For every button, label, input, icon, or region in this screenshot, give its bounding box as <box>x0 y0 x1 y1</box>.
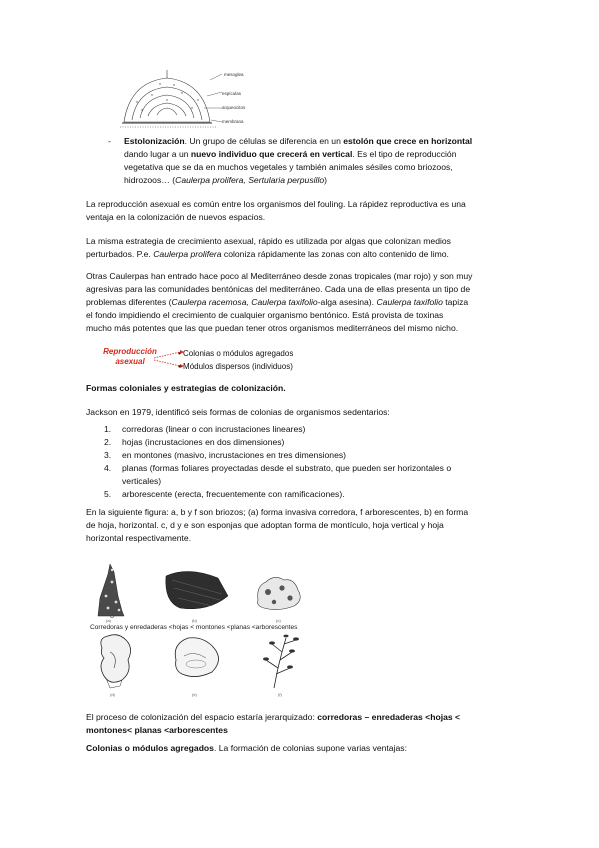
list-item: 2. hojas (incrustaciones en dos dimensiones) <box>104 437 285 447</box>
estolonizacion-paragraph: Estolonización. Un grupo de células se diferencia en un estolón que crece en horizontal dando lugar a un nuevo individuo que crecerá en vertical. Es el tipo de reproducción vegetativa que se da en muchos vegetales y también animales sésiles como briozoos, hidrozoos… (Caulerpa prolifera, Sertularia perpusillo) <box>124 136 473 185</box>
panel-label-e: (e) <box>192 692 197 697</box>
colony-forms-list <box>86 423 516 501</box>
figure-label-arqueocitos: arqueocitos <box>222 105 246 110</box>
diagram-item-dispersos: • Módulos dispersos (individuos) <box>178 362 293 371</box>
panel-a-sketch <box>98 564 124 618</box>
colonies-figure-caption: Corredoras y enredaderas <hojas < montones <planas <arborescentes <box>90 624 298 631</box>
list-item: 3. en montones (masivo, incrustaciones en tres dimensiones) <box>104 450 347 460</box>
figure-label-espiculas: espículas <box>222 91 242 96</box>
section-heading: Formas coloniales y estrategias de colonización. <box>86 383 286 393</box>
reproduccion-asexual-label: Reproducción asexual <box>103 347 157 366</box>
bullet-marker: - <box>108 136 111 146</box>
panel-label-b: (b) <box>192 618 197 623</box>
panel-b-sketch <box>166 571 228 608</box>
list-item: 4. planas (formas foliares proyectadas desde el substrato, que pueden ser horizontales o <box>104 463 452 473</box>
panel-label-c: (c) <box>276 618 281 623</box>
panel-label-f: (f) <box>278 692 282 697</box>
figure-label-membrana: membrana <box>222 119 244 124</box>
colony-forms-figure <box>88 556 338 706</box>
panel-label-d: (d) <box>110 692 115 697</box>
panel-d-sketch <box>101 635 131 688</box>
panel-f-sketch <box>263 635 299 688</box>
panel-e-sketch <box>175 638 218 677</box>
list-item: verticales) <box>122 476 162 486</box>
jackson-intro: Jackson en 1979, identificó seis formas de colonias de organismos sedentarios: <box>86 407 390 417</box>
sponge-cross-section-figure <box>112 60 232 135</box>
figure-intro-paragraph: En la siguiente figura: a, b y f son briozos; (a) forma invasiva corredora, f arborescentes, b) en forma de hoja, horizontal. c, d y e son esponjas que adoptan forma de montículo, hoja vertical y hoja horizontal respectivamente. <box>86 507 469 543</box>
diagram-item-colonias: • Colonias o módulos agregados <box>178 349 294 358</box>
fouling-paragraph: La reproducción asexual es común entre los organismos del fouling. La rápidez reproductiva es una ventaja en la colonización de nuevos espacios. <box>86 199 466 222</box>
algae-paragraph: La misma estrategia de crecimiento asexual, rápido es utilizada por algas que colonizan medios perturbados. P.e. Caulerpa prolifera coloniza rápidamente las zonas con alto contenido de limo. <box>86 236 451 259</box>
list-item: 1. corredoras (linear o con incrustaciones lineares) <box>104 424 306 434</box>
caulerpa-paragraph: Otras Caulerpas han entrado hace poco al Mediterráneo desde zonas tropicales (mar rojo) y son muy agresivas para las comunidades bentónicas del mediterráneo. Cada una de ellas presenta un tipo de problemas diferentes (Caulerpa racemosa, Caulerpa taxifolio-alga asesina). Caulerpa taxifolio tapiza el fondo impidiendo el crecimiento de cualquier organismo bentónico. Está provista de toxinas mucho más potentes que las que puedan tener otros organismos mediterráneos del mismo nicho. <box>86 271 473 333</box>
colonias-paragraph: Colonias o módulos agregados. La formación de colonias supone varias ventajas: <box>86 743 407 753</box>
panel-c-sketch <box>258 577 301 609</box>
estolonizacion-term: Estolonización <box>124 136 185 146</box>
colonias-term: Colonias o módulos agregados <box>86 743 214 753</box>
hierarchy-paragraph: El proceso de colonización del espacio estaría jerarquizado: corredoras – enredaderas <hojas < montones< planas <arborescentes <box>86 712 461 735</box>
list-item: 5. arborescente (erecta, frecuentemente con ramificaciones). <box>104 489 345 499</box>
figure-label-mesoglea: mesoglea <box>224 72 244 77</box>
panel-label-a: (a) <box>106 618 111 623</box>
